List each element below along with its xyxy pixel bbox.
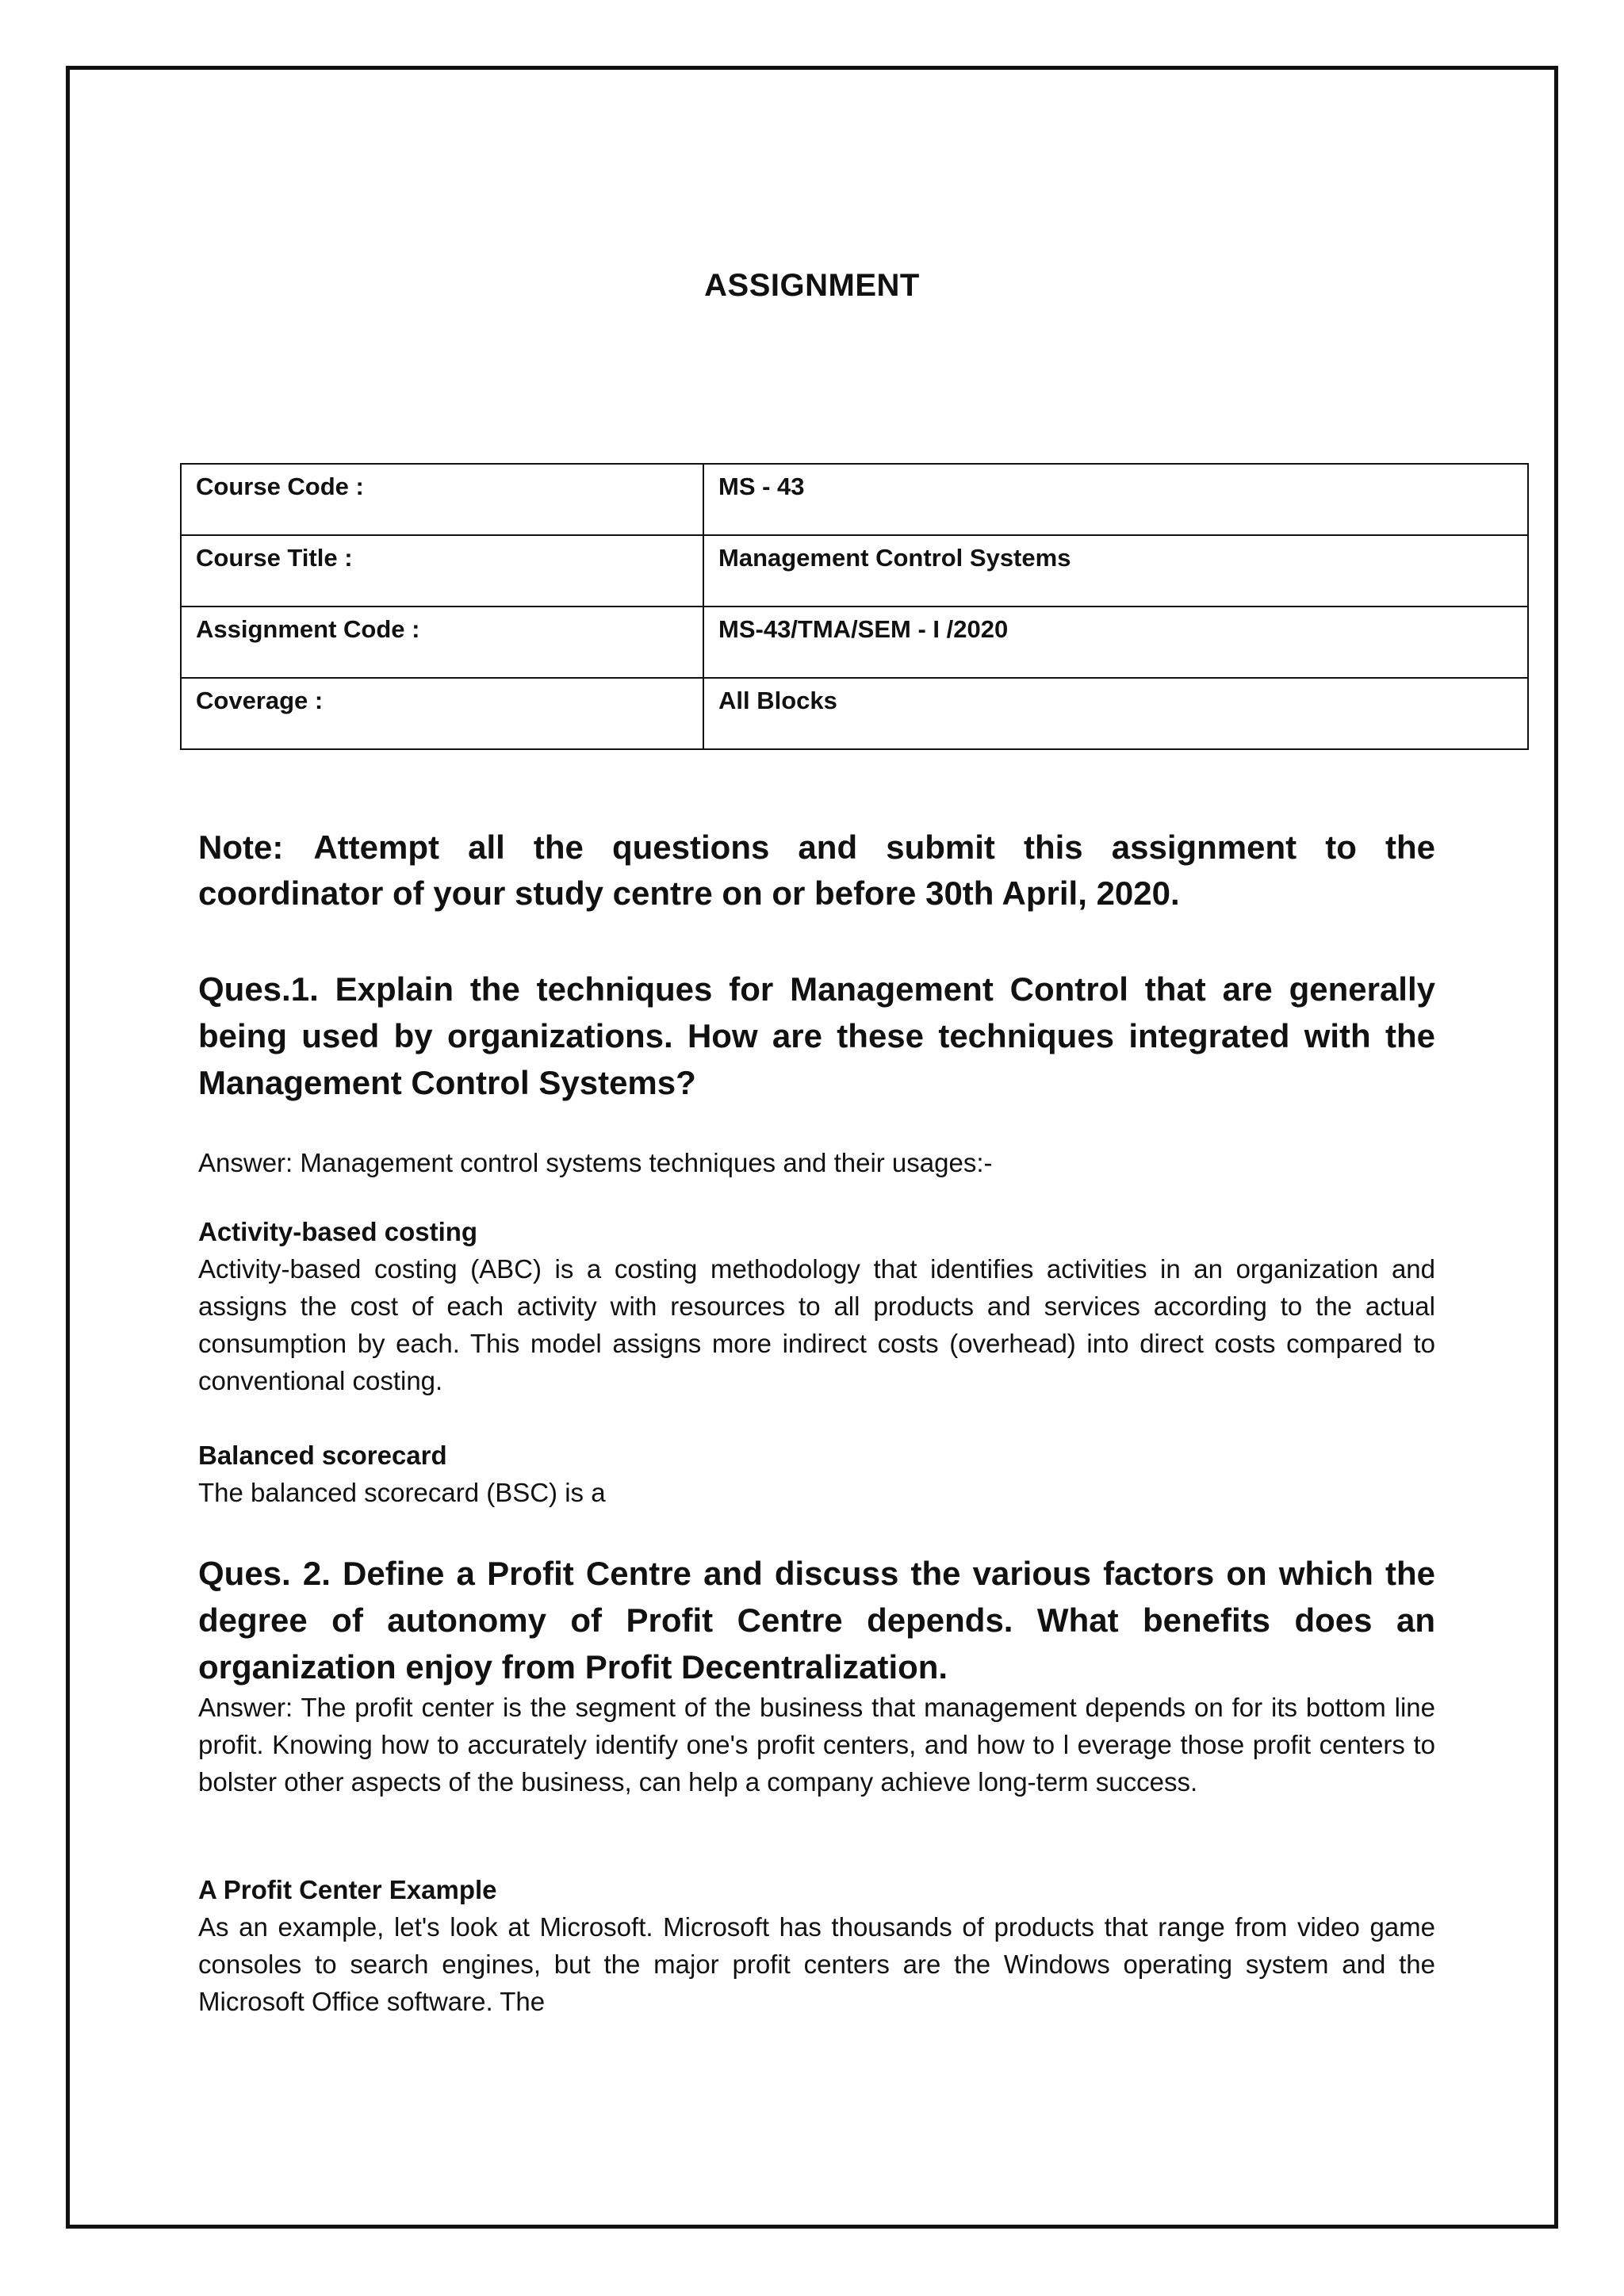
note-label: Note: (198, 828, 284, 866)
coverage-value: All Blocks (703, 678, 1528, 749)
section-heading: A Profit Center Example (198, 1875, 497, 1904)
table-row (181, 464, 1528, 535)
answer-1-intro: Answer: Management control systems techniques and their usages:- (198, 1148, 993, 1177)
section-body: The balanced scorecard (BSC) is a (198, 1478, 606, 1507)
section-heading: Activity-based costing (198, 1217, 478, 1246)
course-code-label: Course Code : (181, 464, 703, 535)
question-1: Ques.1. Explain the techniques for Management Control that are generally being used by organizations. How are these techniques integrated with the Management Control Systems? (198, 970, 1435, 1101)
page-title: ASSIGNMENT (704, 268, 920, 303)
assignment-code-label: Assignment Code : (181, 607, 703, 678)
section-body: Activity-based costing (ABC) is a costing methodology that identifies activities in an organization and assigns the cost of each activity with resources to all products and services according to the actual consumption by each. This model assigns more indirect costs (overhead) into direct costs compared to conventional costing. (198, 1254, 1435, 1395)
course-code-value: MS - 43 (703, 464, 1528, 535)
course-info-table (180, 463, 1529, 750)
course-title-label: Course Title : (181, 535, 703, 607)
table-row (181, 607, 1528, 678)
section-activity-based-costing (198, 1213, 1435, 1399)
course-title-value: Management Control Systems (703, 535, 1528, 607)
coverage-label: Coverage : (181, 678, 703, 749)
table-row (181, 678, 1528, 749)
answer-2-body: Answer: The profit center is the segment of the business that management depends on for its bottom line profit. Knowing how to accurately identify one's profit centers, and how to l everage those profit centers to bolster other aspects of the business, can help a company achieve long-term success. (198, 1693, 1435, 1797)
assignment-code-value: MS-43/TMA/SEM - I /2020 (703, 607, 1528, 678)
note-paragraph (198, 825, 1435, 916)
table-row (181, 535, 1528, 607)
section-heading: Balanced scorecard (198, 1441, 447, 1470)
section-body: As an example, let's look at Microsoft. Microsoft has thousands of products that range from video game consoles to search engines, but the major profit centers are the Windows operating system and the Microsoft Office software. The (198, 1912, 1435, 2016)
answer-2 (198, 1689, 1435, 1800)
section-balanced-scorecard (198, 1437, 1435, 1511)
note-text: Attempt all the questions and submit this assignment to the coordinator of your study centre on or before 30th April, 2020. (198, 828, 1435, 912)
section-profit-center-example (198, 1871, 1435, 2020)
question-2: Ques. 2. Define a Profit Centre and discuss the various factors on which the degree of autonomy of Profit Centre depends. What benefits does an organization enjoy from Profit Decentralization. (198, 1555, 1435, 1686)
